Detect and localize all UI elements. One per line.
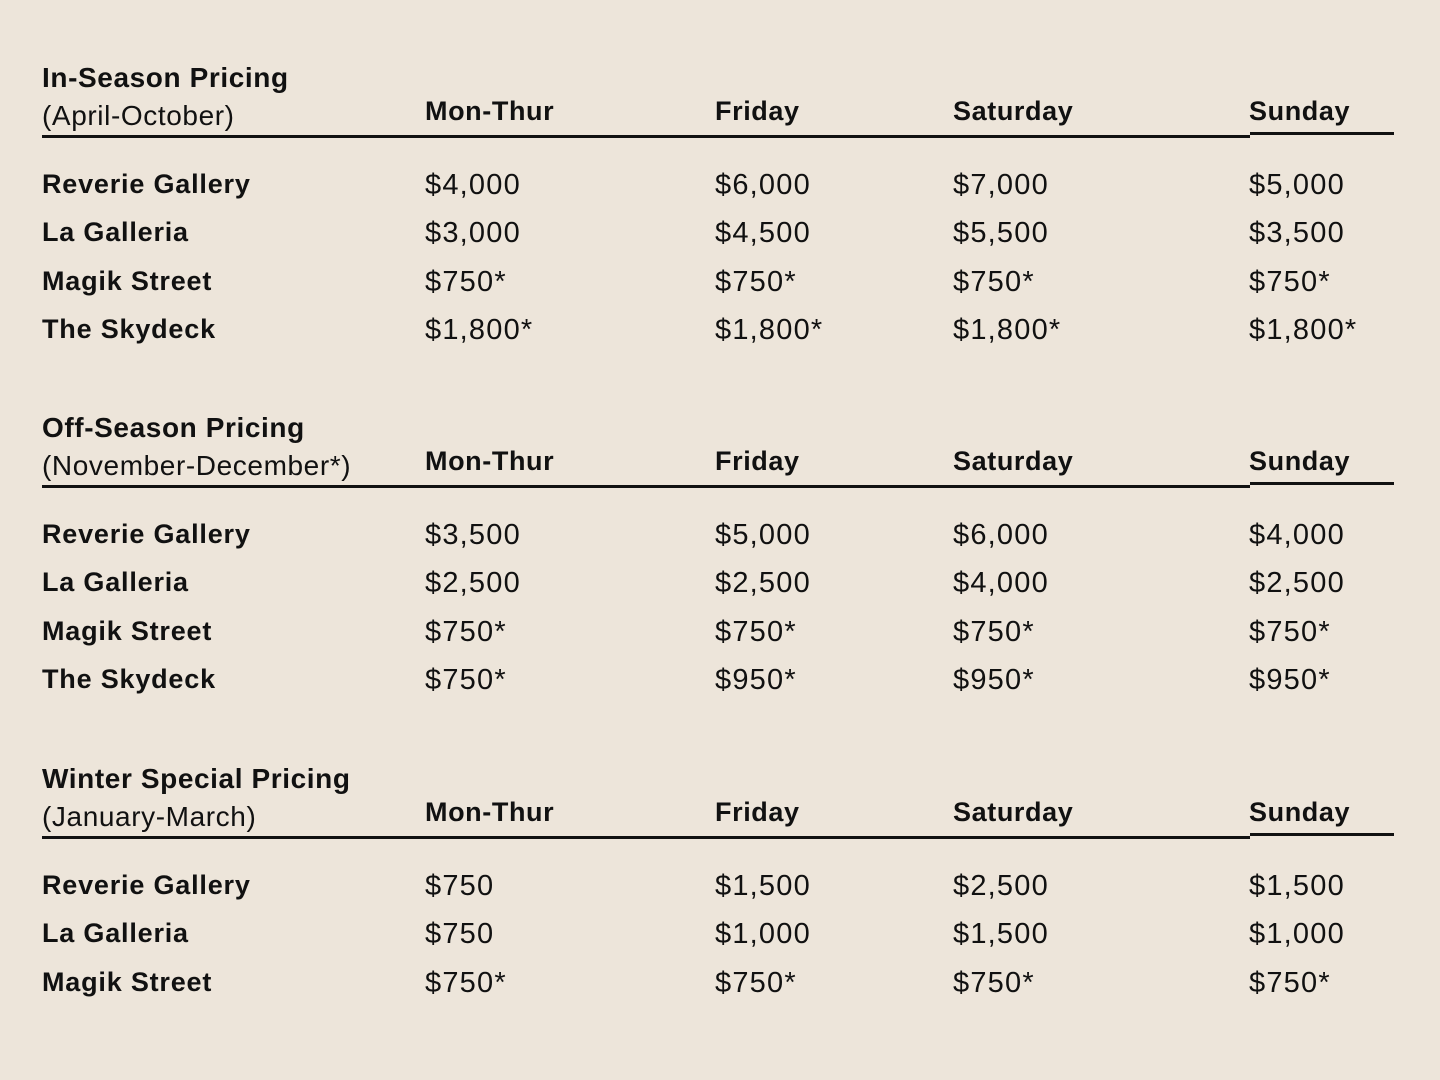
price-mon-thur: $750* bbox=[425, 266, 507, 298]
section-date-range: (November-December*) bbox=[42, 450, 352, 481]
price-saturday: $750* bbox=[953, 967, 1035, 999]
venue-name: The Skydeck bbox=[42, 314, 216, 344]
price-mon-thur: $750* bbox=[425, 664, 507, 696]
table-row bbox=[0, 967, 1440, 1007]
venue-name: Magik Street bbox=[42, 266, 213, 296]
price-mon-thur: $750 bbox=[425, 870, 495, 902]
price-sunday: $4,000 bbox=[1249, 519, 1345, 551]
price-friday: $1,800* bbox=[715, 314, 824, 346]
header-divider-sunday bbox=[1250, 833, 1394, 836]
header-divider bbox=[42, 485, 1250, 488]
price-sunday: $750* bbox=[1249, 616, 1331, 648]
column-header-mon-thur: Mon-Thur bbox=[425, 797, 555, 827]
column-header-saturday: Saturday bbox=[953, 446, 1074, 476]
venue-name: La Galleria bbox=[42, 217, 189, 247]
venue-name: The Skydeck bbox=[42, 664, 216, 694]
venue-name: La Galleria bbox=[42, 567, 189, 597]
price-mon-thur: $2,500 bbox=[425, 567, 521, 599]
price-mon-thur: $3,000 bbox=[425, 217, 521, 249]
table-row bbox=[0, 266, 1440, 306]
price-friday: $5,000 bbox=[715, 519, 811, 551]
price-saturday: $5,500 bbox=[953, 217, 1049, 249]
price-friday: $1,500 bbox=[715, 870, 811, 902]
price-mon-thur: $1,800* bbox=[425, 314, 534, 346]
column-header-sunday: Sunday bbox=[1249, 446, 1351, 476]
price-friday: $1,000 bbox=[715, 918, 811, 950]
table-row bbox=[0, 217, 1440, 257]
price-friday: $6,000 bbox=[715, 169, 811, 201]
column-header-friday: Friday bbox=[715, 797, 800, 827]
table-row bbox=[0, 616, 1440, 656]
price-mon-thur: $3,500 bbox=[425, 519, 521, 551]
table-row bbox=[0, 169, 1440, 209]
column-header-saturday: Saturday bbox=[953, 96, 1074, 126]
price-friday: $4,500 bbox=[715, 217, 811, 249]
price-sunday: $1,500 bbox=[1249, 870, 1345, 902]
price-sunday: $2,500 bbox=[1249, 567, 1345, 599]
price-friday: $950* bbox=[715, 664, 797, 696]
header-divider bbox=[42, 135, 1250, 138]
price-friday: $2,500 bbox=[715, 567, 811, 599]
table-row bbox=[0, 664, 1440, 704]
table-row bbox=[0, 918, 1440, 958]
price-saturday: $750* bbox=[953, 266, 1035, 298]
venue-name: Magik Street bbox=[42, 616, 213, 646]
price-friday: $750* bbox=[715, 266, 797, 298]
price-saturday: $7,000 bbox=[953, 169, 1049, 201]
price-sunday: $3,500 bbox=[1249, 217, 1345, 249]
price-saturday: $4,000 bbox=[953, 567, 1049, 599]
price-saturday: $750* bbox=[953, 616, 1035, 648]
column-header-friday: Friday bbox=[715, 446, 800, 476]
price-saturday: $950* bbox=[953, 664, 1035, 696]
column-header-mon-thur: Mon-Thur bbox=[425, 96, 555, 126]
table-row bbox=[0, 314, 1440, 354]
section-date-range: (April-October) bbox=[42, 100, 235, 131]
venue-name: Magik Street bbox=[42, 967, 213, 997]
price-saturday: $6,000 bbox=[953, 519, 1049, 551]
price-saturday: $1,800* bbox=[953, 314, 1062, 346]
price-mon-thur: $750* bbox=[425, 616, 507, 648]
price-sunday: $750* bbox=[1249, 967, 1331, 999]
column-header-sunday: Sunday bbox=[1249, 797, 1351, 827]
column-header-sunday: Sunday bbox=[1249, 96, 1351, 126]
price-friday: $750* bbox=[715, 967, 797, 999]
table-row bbox=[0, 519, 1440, 559]
price-saturday: $1,500 bbox=[953, 918, 1049, 950]
header-divider bbox=[42, 836, 1250, 839]
table-row bbox=[0, 870, 1440, 910]
section-title: Winter Special Pricing bbox=[42, 763, 351, 794]
table-row bbox=[0, 567, 1440, 607]
price-sunday: $1,000 bbox=[1249, 918, 1345, 950]
section-title: In-Season Pricing bbox=[42, 62, 289, 93]
column-header-saturday: Saturday bbox=[953, 797, 1074, 827]
price-sunday: $1,800* bbox=[1249, 314, 1358, 346]
header-divider-sunday bbox=[1250, 132, 1394, 135]
price-saturday: $2,500 bbox=[953, 870, 1049, 902]
price-mon-thur: $750* bbox=[425, 967, 507, 999]
price-sunday: $5,000 bbox=[1249, 169, 1345, 201]
venue-name: Reverie Gallery bbox=[42, 169, 251, 199]
price-sunday: $750* bbox=[1249, 266, 1331, 298]
price-mon-thur: $4,000 bbox=[425, 169, 521, 201]
section-title: Off-Season Pricing bbox=[42, 412, 305, 443]
price-mon-thur: $750 bbox=[425, 918, 495, 950]
price-friday: $750* bbox=[715, 616, 797, 648]
venue-name: La Galleria bbox=[42, 918, 189, 948]
column-header-mon-thur: Mon-Thur bbox=[425, 446, 555, 476]
header-divider-sunday bbox=[1250, 482, 1394, 485]
column-header-friday: Friday bbox=[715, 96, 800, 126]
price-sunday: $950* bbox=[1249, 664, 1331, 696]
venue-name: Reverie Gallery bbox=[42, 519, 251, 549]
section-date-range: (January-March) bbox=[42, 801, 257, 832]
venue-name: Reverie Gallery bbox=[42, 870, 251, 900]
